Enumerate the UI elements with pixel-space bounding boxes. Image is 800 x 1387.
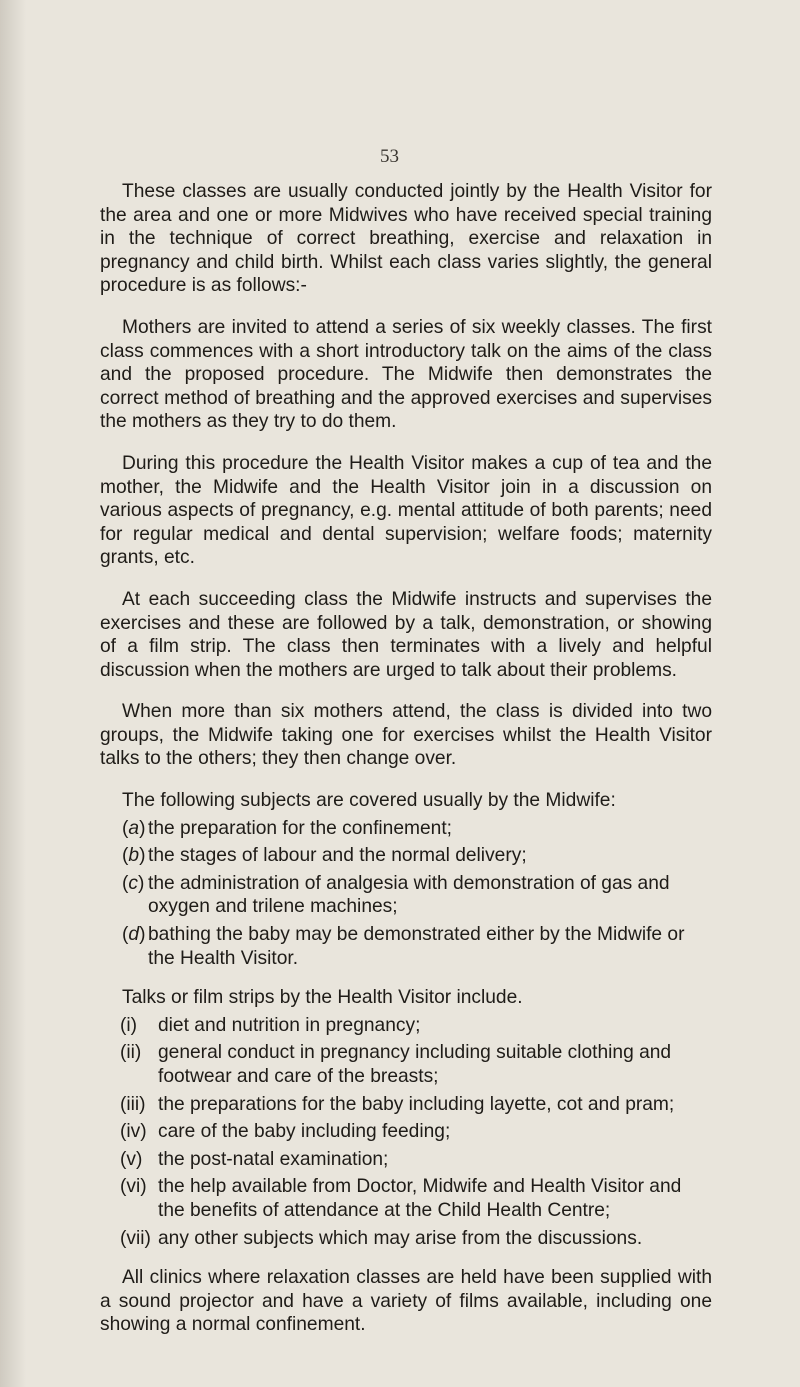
list-item: [100, 844, 712, 868]
page-body: [100, 180, 712, 1355]
list-item-marker: (vii): [120, 1227, 151, 1249]
list-item-marker: (iv): [120, 1121, 147, 1143]
list-item-marker: (ii): [120, 1042, 142, 1064]
health-visitor-topic-list: [100, 1014, 712, 1250]
paragraph-discussion: During this procedure the Health Visitor makes a cup of tea and the mother, the Midwife and the Health Visitor join in a discussion on various aspects of pregnancy, e.g. mental attitude of both parents; need for regular medical and dental supervision; welfare foods; maternity grants, etc.: [100, 452, 712, 569]
list-item-text: bathing the baby may be demonstrated either by the Midwife or the Health Visitor.: [148, 924, 685, 969]
paragraph-weekly-classes: Mothers are invited to attend a series of six weekly classes. The first class commences with a short introductory talk on the aims of the class and the proposed procedure. The Midwife then demonstrates the correct method of breathing and the approved exercises and supervises the mothers as they try to do them.: [100, 316, 712, 433]
list-item-text: diet and nutrition in pregnancy;: [158, 1014, 421, 1036]
list-item-text: general conduct in pregnancy including suitable clothing and footwear and care of the breasts;: [158, 1042, 672, 1087]
paragraph-succeeding-class: At each succeeding class the Midwife instructs and supervises the exercises and these are followed by a talk, demonstration, or showing of a film strip. The class then terminates with a lively and helpful discussion when the mothers are urged to talk about their problems.: [100, 588, 712, 681]
list-item: [100, 923, 712, 970]
list-item-marker: (a): [122, 817, 146, 839]
midwife-list-intro: The following subjects are covered usually by the Midwife:: [122, 790, 616, 812]
list-item: [100, 872, 712, 919]
list-item-marker: (i): [120, 1014, 138, 1036]
list-item-text: the stages of labour and the normal delivery;: [148, 845, 527, 867]
paragraph-groups: When more than six mothers attend, the class is divided into two groups, the Midwife taking one for exercises whilst the Health Visitor talks to the others; they then change over.: [100, 701, 712, 770]
list-item-text: the post-natal examination;: [158, 1148, 389, 1170]
paragraph-intro: These classes are usually conducted jointly by the Health Visitor for the area and one or more Midwives who have received special training in the technique of correct breathing, exercise and relaxation in pregnancy and child birth. Whilst each class varies slightly, the general procedure is as follows:-: [100, 181, 712, 297]
list-item-text: the preparation for the confinement;: [148, 817, 452, 839]
list-item-marker: (v): [120, 1148, 143, 1170]
list-item: [100, 1120, 712, 1144]
list-item-marker: (vi): [120, 1176, 147, 1198]
list-item-marker: (b): [122, 845, 146, 867]
list-item: [100, 1041, 712, 1088]
list-item: [100, 1093, 712, 1117]
list-item-text: the administration of analgesia with demonstration of gas and oxygen and trilene machines;: [148, 872, 670, 918]
list-item-marker: (c): [122, 872, 145, 894]
list-item: [100, 1175, 712, 1222]
list-item: [100, 1148, 712, 1172]
page-binding-shadow: [0, 0, 26, 1387]
list-item: [100, 1227, 712, 1251]
list-item-text: the preparations for the baby including layette, cot and pram;: [158, 1093, 675, 1115]
list-item-marker: (d): [122, 924, 146, 946]
list-item: [100, 1014, 712, 1038]
list-item-text: care of the baby including feeding;: [158, 1121, 451, 1143]
list-item-text: any other subjects which may arise from the discussions.: [158, 1227, 643, 1249]
midwife-subject-list: [100, 817, 712, 971]
list-item: [100, 817, 712, 841]
paragraph-closing: All clinics where relaxation classes are held have been supplied with a sound projector and have a variety of films available, including one showing a normal confinement.: [100, 1267, 712, 1336]
list-item-marker: (iii): [120, 1093, 146, 1115]
page-number: 53: [380, 146, 399, 167]
health-visitor-list-intro: Talks or film strips by the Health Visitor include.: [122, 987, 523, 1009]
list-item-text: the help available from Doctor, Midwife and Health Visitor and the benefits of attendance at the Child Health Centre;: [158, 1176, 682, 1221]
